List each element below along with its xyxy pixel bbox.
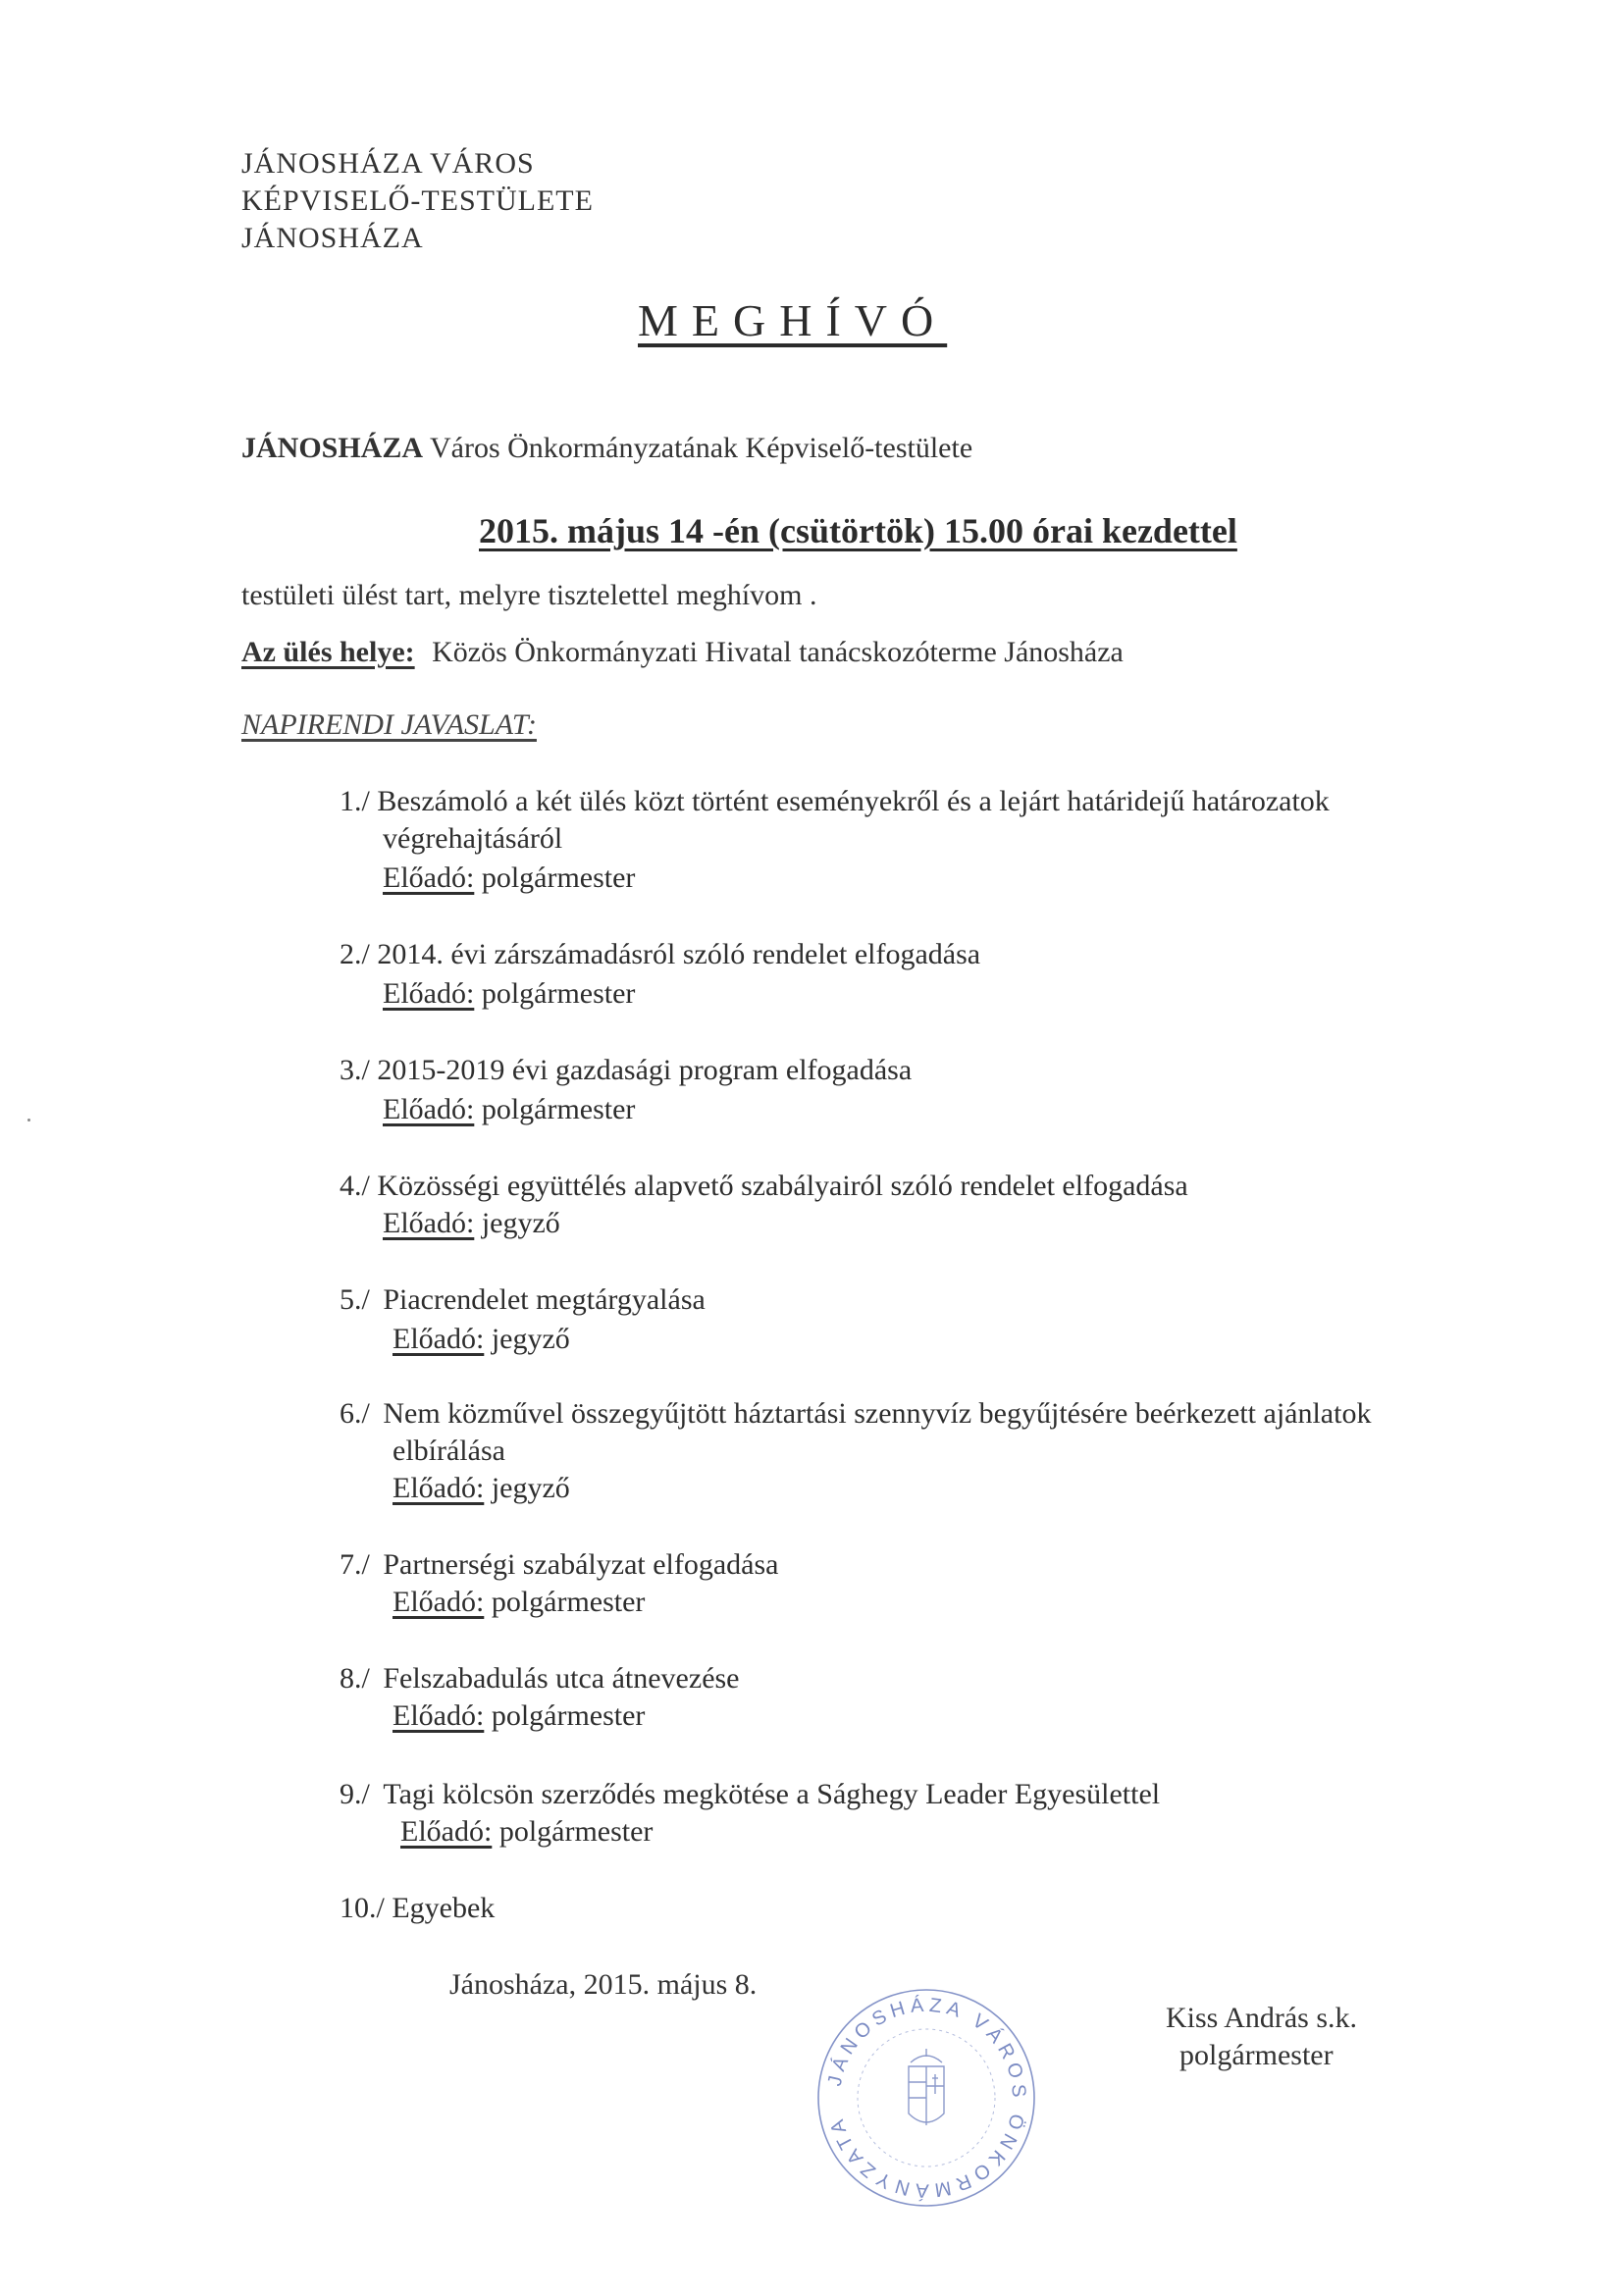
presenter-value: polgármester — [491, 1699, 646, 1732]
coat-of-arms-icon — [909, 2049, 944, 2125]
intro-rest: Város Önkormányzatának Képviselő-testülete — [430, 432, 973, 464]
agenda-item-2 — [340, 938, 980, 971]
agenda-item-10 — [340, 1892, 495, 1925]
signer-name: Kiss András s.k. — [1166, 2002, 1358, 2034]
agenda-item-7-presenter — [393, 1586, 645, 1619]
item-number: 7./ — [340, 1548, 370, 1581]
agenda-item-6-presenter — [393, 1472, 570, 1505]
item-number: 3./ — [340, 1054, 370, 1086]
agenda-item-7 — [340, 1548, 778, 1582]
presenter-value: polgármester — [481, 977, 636, 1010]
agenda-item-4-presenter — [383, 1207, 560, 1240]
item-text: Egyebek — [392, 1892, 496, 1924]
item-text: Beszámoló a két ülés közt történt eseményekről és a lejárt határidejű határozatok — [377, 785, 1330, 817]
item-number: 6./ — [340, 1397, 370, 1430]
meeting-date: 2015. május 14 -én (csütörtök) 15.00 órai kezdettel — [479, 511, 1237, 550]
venue-label: Az ülés helye: — [241, 636, 415, 668]
venue-line — [241, 636, 1124, 669]
item-text: Tagi kölcsön szerződés megkötése a Sághegy Leader Egyesülettel — [383, 1778, 1161, 1810]
item-number: 5./ — [340, 1283, 370, 1316]
item-number: 4./ — [340, 1170, 370, 1202]
agenda-item-9 — [340, 1778, 1160, 1811]
agenda-item-5 — [340, 1283, 706, 1317]
presenter-label: Előadó: — [400, 1815, 493, 1848]
presenter-value: polgármester — [481, 1093, 636, 1125]
agenda-item-6 — [340, 1397, 1371, 1431]
place-date: Jánosháza, 2015. május 8. — [449, 1968, 758, 2001]
item-number: 10./ — [340, 1892, 385, 1924]
presenter-label: Előadó: — [383, 1207, 475, 1239]
item-text: Partnerségi szabályzat elfogadása — [383, 1548, 779, 1581]
official-stamp — [812, 1984, 1040, 2212]
presenter-value: jegyző — [491, 1472, 570, 1504]
header-line-2: KÉPVISELŐ-TESTÜLETE — [241, 184, 594, 217]
header-line-3: JÁNOSHÁZA — [241, 222, 424, 254]
presenter-label: Előadó: — [393, 1472, 485, 1504]
invite-text: testületi ülést tart, melyre tisztelettel meghívom . — [241, 579, 817, 611]
item-number: 2./ — [340, 938, 370, 970]
scan-speck — [27, 1119, 30, 1122]
item-text: Közösségi együttélés alapvető szabályairól szóló rendelet elfogadása — [377, 1170, 1188, 1202]
stamp-text: JÁNOSHÁZA VÁROS ÖNKORMÁNYZATA — [823, 1994, 1030, 2202]
presenter-label: Előadó: — [393, 1699, 485, 1732]
agenda-item-9-presenter — [400, 1815, 653, 1849]
agenda-item-8 — [340, 1662, 740, 1696]
presenter-label: Előadó: — [383, 1093, 475, 1125]
agenda-heading: NAPIRENDI JAVASLAT: — [241, 708, 537, 741]
header-line-1: JÁNOSHÁZA VÁROS — [241, 147, 535, 180]
agenda-item-8-presenter — [393, 1699, 645, 1733]
venue-value: Közös Önkormányzati Hivatal tanácskozóterme Jánosháza — [432, 636, 1124, 668]
agenda-item-3-presenter — [383, 1093, 635, 1126]
presenter-value: polgármester — [481, 861, 636, 894]
agenda-item-3 — [340, 1054, 912, 1087]
item-text: 2014. évi zárszámadásról szóló rendelet elfogadása — [377, 938, 981, 970]
agenda-item-1-cont: végrehajtásáról — [383, 822, 563, 855]
item-text: Piacrendelet megtárgyalása — [383, 1283, 706, 1316]
agenda-item-5-presenter — [393, 1323, 570, 1356]
presenter-value: polgármester — [498, 1815, 654, 1848]
signer-title: polgármester — [1179, 2039, 1334, 2071]
agenda-item-6-cont: elbírálása — [393, 1435, 505, 1467]
presenter-value: jegyző — [481, 1207, 560, 1239]
intro-line — [241, 432, 972, 465]
presenter-label: Előadó: — [393, 1323, 485, 1355]
item-number: 8./ — [340, 1662, 370, 1695]
presenter-label: Előadó: — [383, 861, 475, 894]
item-number: 1./ — [340, 785, 370, 817]
agenda-item-4 — [340, 1170, 1188, 1203]
presenter-label: Előadó: — [393, 1586, 485, 1618]
item-number: 9./ — [340, 1778, 370, 1810]
document-title: MEGHÍVÓ — [638, 295, 948, 345]
presenter-value: polgármester — [491, 1586, 646, 1618]
presenter-value: jegyző — [491, 1323, 570, 1355]
intro-town: JÁNOSHÁZA — [241, 432, 424, 464]
presenter-label: Előadó: — [383, 977, 475, 1010]
item-text: Felszabadulás utca átnevezése — [383, 1662, 740, 1695]
item-text: 2015-2019 évi gazdasági program elfogadása — [377, 1054, 913, 1086]
agenda-item-1-presenter — [383, 861, 635, 895]
agenda-item-1 — [340, 785, 1330, 818]
item-text: Nem közművel összegyűjtött háztartási szennyvíz begyűjtésére beérkezett ajánlatok — [383, 1397, 1372, 1430]
agenda-item-2-presenter — [383, 977, 635, 1011]
